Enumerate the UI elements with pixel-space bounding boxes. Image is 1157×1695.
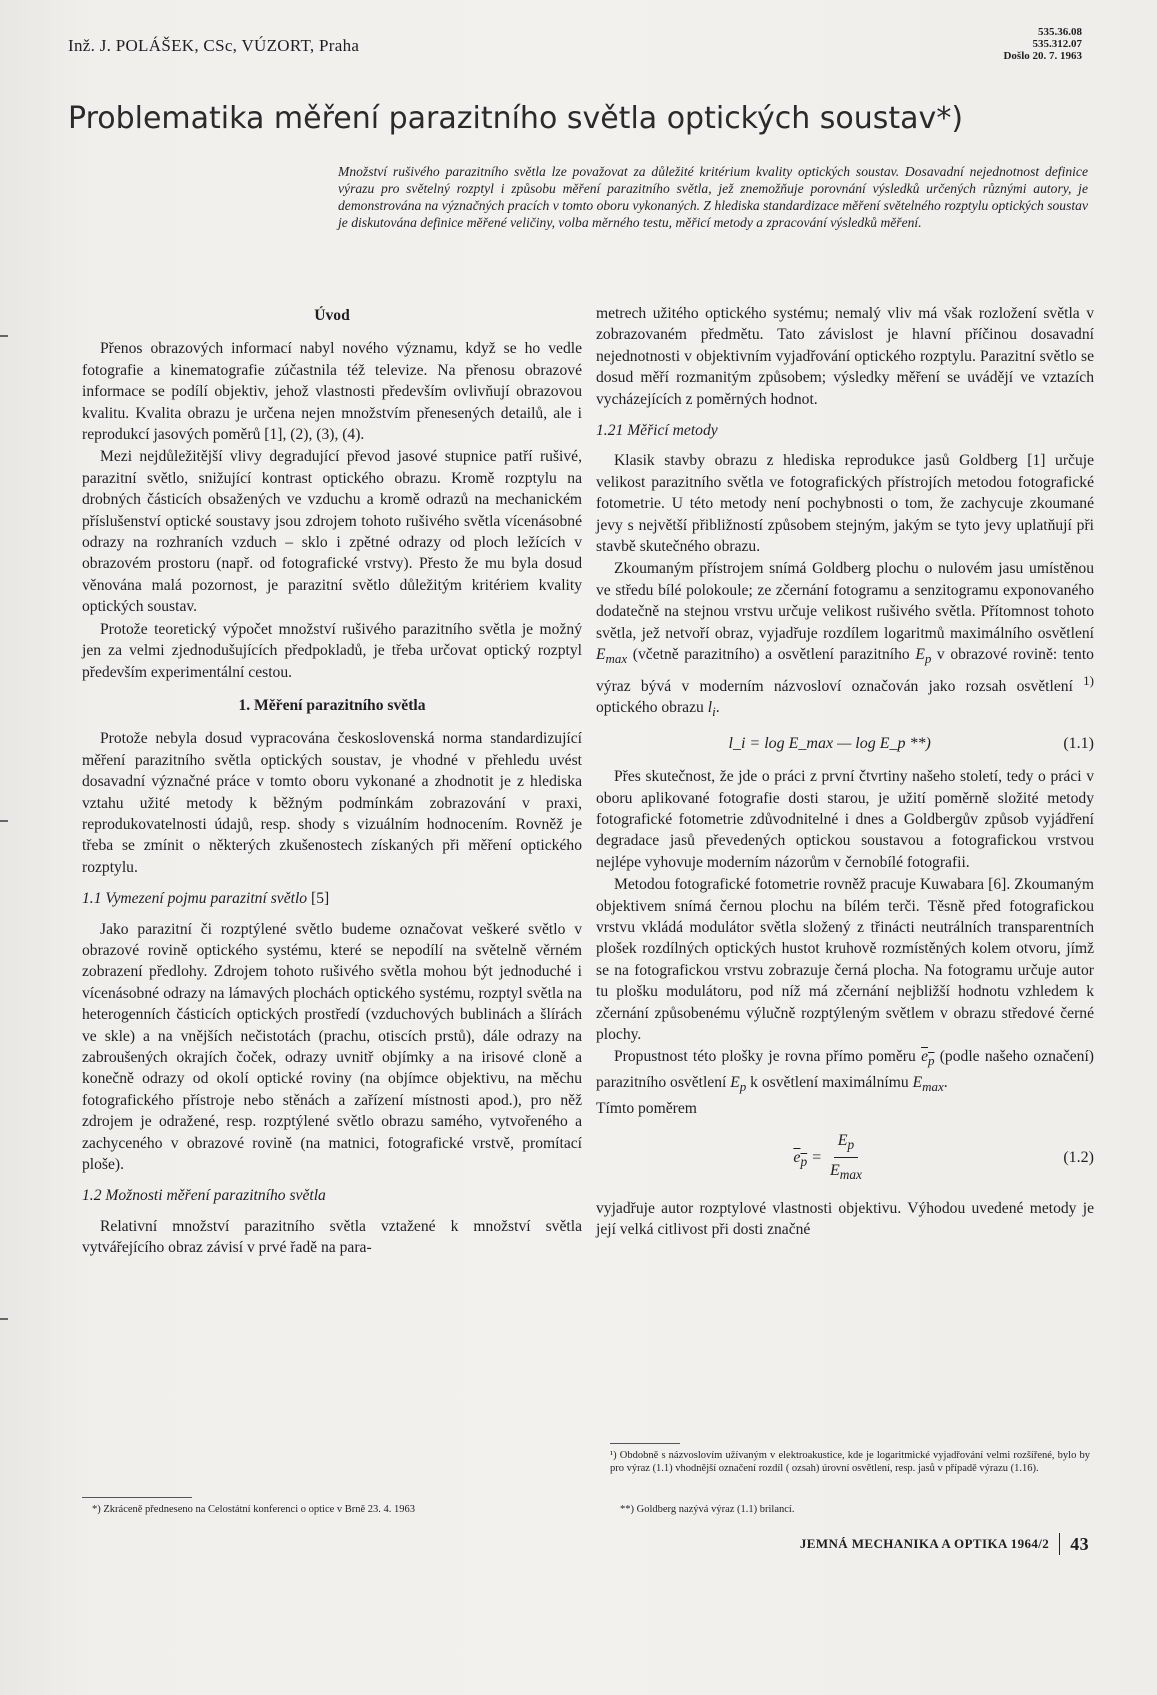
text-run: k osvětlení maximálnímu xyxy=(746,1073,913,1091)
symbol-letter: E xyxy=(837,1131,848,1149)
paragraph: Protože teoretický výpočet množství rušivého parazitního světla je možný jen za velmi zjednodušujících předpokladů, je třeba určovat optický rozptyl především experimentální cestou. xyxy=(82,620,582,681)
left-column xyxy=(82,303,582,1260)
equation-formula: $e_p$ = $\frac{E_p}{E_{max}}$ xyxy=(596,1130,1063,1186)
abstract: Množství rušivého parazitního světla lze považovat za důležité kritérium kvality optických soustav. Dosavadní nejednotnost definice výrazu pro světelný rozptyl i způsobu měření parazitního světla, jež znemožňuje porovnání výsledků určených různými autory, je demonstrována na význačných pracích v tomto oboru vykonaných. Z hlediska standardizace měření světelného rozptylu optických soustav je diskutována definice měřené veličiny, volba měrného testu, měřicí metody a zpracování výsledků měření. xyxy=(338,164,1088,230)
symbol-subscript: max xyxy=(605,651,628,667)
eq-lhs xyxy=(793,1148,808,1169)
eq-fraction xyxy=(826,1130,866,1186)
symbol-letter: E xyxy=(730,1073,740,1091)
symbol-subscript: p xyxy=(847,1137,855,1153)
section-1-21-heading: 1.21 Měřicí metody xyxy=(596,422,718,440)
scan-edge-mark xyxy=(0,335,8,337)
text-run: v obrazové rovině: tento výraz bývá v moderním názvosloví označován jako rozsah osvětlení xyxy=(596,646,1094,695)
symbol-ep xyxy=(730,1073,747,1095)
paragraph: Metodou fotografické fotometrie rovněž pracuje Kuwabara [6]. Zkoumaným objektivem snímá černou plochu na bílém terči. Těsně před fotografickou vrstvu vkládá modulátor světla složený z třinácti neutrálních transparentních plošek rozdílných optických hustot kruhově rozmístěných kolem otvoru, jímž se na fotografickou vrstvu zobrazuje černá plocha. Na fotogramu určuje autor tu plošku modulátoru, pod níž má zčernání nejbližší hodnotu vzhledem k zčernání způsobenému výlučně rozptýleným světlem v obrazu středové černé plochy. xyxy=(596,876,1094,1043)
footnote-1: ¹) Obdobně s názvoslovím užívaným v elektroakustice, kde je logaritmické vyjadřování velmi rozšířené, bylo by pro výraz (1.1) vhodnější označení rozdíl ( ozsah) úrovní osvětlení, resp. jasů v případě výrazu (1.16). xyxy=(610,1450,1090,1474)
right-column xyxy=(596,303,1094,1242)
paragraph: Tímto poměrem xyxy=(596,1100,697,1118)
symbol-emax xyxy=(912,1073,944,1095)
footnote-marker: 1) xyxy=(1083,672,1094,688)
equation-number: (1.1) xyxy=(1063,734,1094,752)
udc-code-2: 535.312.07 xyxy=(1032,38,1082,50)
text-run: . xyxy=(715,699,720,717)
footnote-left: *) Zkráceně předneseno na Celostátní konferenci o optice v Brně 23. 4. 1963 xyxy=(92,1504,416,1515)
received-date: Došlo 20. 7. 1963 xyxy=(1003,50,1082,62)
footnote-2: **) Goldberg nazývá výraz (1.1) brilancí. xyxy=(620,1504,795,1515)
author-line: Inž. J. POLÁŠEK, CSc, VÚZORT, Praha xyxy=(68,36,360,55)
section-1-1-heading xyxy=(82,888,582,909)
text-run: optického obrazu xyxy=(596,699,708,717)
text-run: (podle našeho označení) parazitního osvětlení xyxy=(596,1048,1094,1091)
symbol-letter: E xyxy=(829,1162,840,1180)
symbol-ep xyxy=(915,646,932,667)
symbol-emax xyxy=(596,646,628,667)
fraction-numerator xyxy=(834,1130,858,1159)
paragraph: vyjadřuje autor rozptylové vlastnosti objektivu. Výhodou uvedené metody je její velká citlivost při dosti značné xyxy=(596,1200,1094,1239)
footer-separator xyxy=(1059,1533,1060,1555)
symbol-letter: e xyxy=(921,1048,928,1066)
paragraph: Klasik stavby obrazu z hlediska reprodukce jasů Goldberg [1] určuje velikost parazitního světla ve fotografických přístrojích metodou fotografické fotometrie. U této metody není pochybnosti o tom, že zachycuje zkoumané jevy s největší přibližností způsobem stejným, jakým se tyto jevy uplatňují při stavbě skutečného obrazu. xyxy=(596,452,1094,556)
symbol-letter: l xyxy=(707,699,713,717)
scan-edge-mark xyxy=(0,820,8,822)
paragraph xyxy=(596,1046,1094,1097)
symbol-subscript: max xyxy=(922,1079,944,1095)
udc-code-1: 535.36.08 xyxy=(1038,26,1082,38)
symbol-subscript: p xyxy=(739,1079,747,1095)
symbol-letter: E xyxy=(915,646,925,664)
paragraph: Mezi nejdůležitější vlivy degradující převod jasové stupnice patří rušivé, parazitní světlo, snižující kontrast optického obrazu. Kromě rozptylu na drobných částicích obsažených ve vzduchu a kromě odrazů na mechanickém příslušenství optické soustavy jsou zdrojem tohoto rušivého světla vícenásobné odrazy na rozhraních vzduch – sklo i zpětné odrazy od ploch ležících v obrazovém prostoru (např. od fotografické vrstvy). Přesto že mu byla dosud věnována malá pozornost, je parazitní světlo důležitým kritériem kvality optických soustav. xyxy=(82,448,582,616)
footnote-rule xyxy=(610,1443,680,1444)
symbol-letter: E xyxy=(912,1073,923,1091)
text-run: Propustnost této plošky je rovna přímo poměru xyxy=(614,1048,922,1066)
scan-edge-mark xyxy=(0,1318,8,1320)
text-run: (včetně parazitního) a osvětlení parazitního xyxy=(627,646,916,664)
symbol-li xyxy=(707,699,716,720)
footnote-rule xyxy=(82,1497,192,1498)
symbol-subscript: p xyxy=(927,1053,935,1069)
section-1-heading: 1. Měření parazitního světla xyxy=(238,696,426,714)
classification-codes xyxy=(1003,26,1082,62)
symbol-subscript: max xyxy=(839,1167,862,1183)
equation-number: (1.2) xyxy=(1063,1149,1094,1167)
paragraph: Přes skutečnost, že jde o práci z první čtvrtiny našeho století, tedy o práci v oboru aplikované fotografie dosti starou, je užití poměrně složité metody fotografické fotometrie zdůvodnitelné i dnes a Goldbergův způsob vyjádření degradace jasů převedených optickou soustavou a fotografickou vrstvou nejlépe vyhovuje moderním názorům v černobílé fotografii. xyxy=(596,768,1094,871)
page-number: 43 xyxy=(1070,1533,1089,1554)
paragraph: Přenos obrazových informací nabyl nového významu, když se ho vedle fotografie a kinematografie zúčastnila též televize. Na přenosu obrazové informace se podílí objektiv, jehož vlastnosti především ovlivňují obrazovou kvalitu. Kvalita obrazu je určena nejen množstvím přenesených detailů, ale i reprodukcí jasových poměrů [1], (2), (3), (4). xyxy=(82,340,582,444)
paragraph: metrech užitého optického systému; nemalý vliv má však rozložení světla v zobrazovaném předmětu. Tato závislost je hlavní příčinou dosavadní nejednotnosti v objektivním vyjadřování optického rozptylu. Parazitní světlo se dosud měří rozmanitým způsobem; výsledky měření se uvádějí ve vztazích vycházejících z poměrných hodnot. xyxy=(596,305,1094,408)
symbol-subscript: p xyxy=(800,1153,808,1169)
text-run: . xyxy=(943,1073,948,1091)
equation-1-1 xyxy=(596,733,1094,754)
section-1-2-heading: 1.2 Možnosti měření parazitního světla xyxy=(82,1187,326,1205)
symbol-letter: e xyxy=(793,1148,801,1166)
section-1-1-title: 1.1 Vymezení pojmu parazitní světlo xyxy=(82,890,308,908)
symbol-letter: E xyxy=(596,646,606,664)
paragraph: Relativní množství parazitního světla vztažené k množství světla vytvářejícího obraz závisí v prvé řadě na para- xyxy=(82,1217,582,1257)
symbol-subscript: p xyxy=(924,651,932,667)
paragraph: Protože nebyla dosud vypracována československá norma standardizující měření parazitního světla optických soustav, je vhodné v přehledu uvést dosavadní význačné práce v tomto oboru vykonané a zhodnotit je z hlediska vztahu užité metody k běžným podmínkám zobrazování v praxi, reprodukovatelnosti údajů, resp. shody s vizuálním hodnocením. Rovněž je třeba se zmínit o některých zkušenostech získaných při měření optického rozptylu. xyxy=(82,730,582,876)
intro-heading: Úvod xyxy=(314,307,350,324)
text-run: Zkoumaným přístrojem snímá Goldberg plochu o nulovém jasu umístěnou ve středu bílé polokoule; ze zčernání fotogramu a senzitogramu exponovaného dodatečně na stejnou vrstvu určuje velikost rušivého světla. Přítomnost tohoto světla, jež netvoří obraz, vyjadřuje rozdílem logaritmů maximálního osvětlení xyxy=(596,560,1094,642)
equation-1-2 xyxy=(596,1130,1094,1186)
fraction-denominator xyxy=(826,1158,866,1186)
paragraph: Jako parazitní či rozptýlené světlo budeme označovat veškeré světlo v obrazové rovině optického systému, které se nepodílí na světelně věrném zobrazení předlohy. Zdrojem tohoto rušivého světla mohou být jednoduché i vícenásobné odrazy na lámavých plochách optického systému, rozptyl světla na heterogenních částicích optických prostředí (vzduchových bublinách a šlírách ve skle) a na vnějších nečistotách (prachu, otiscích prstů), dále odrazy na zabroušených okrajích čoček, odrazy uvnitř objímky a na irisové cloně a konečně odrazy od okolí optické roviny (na objímce objektivu, na měchu fotografického přístroje nebo stěnách a zařízení místnosti apod.), pro něž zdrojem je odražené, resp. rozptýlené světlo obrazu samého, vytvořeného a zachyceného v obrazové rovině (na matnici, fotografické vrstvě, promítací ploše). xyxy=(82,920,582,1174)
section-1-1-ref: [5] xyxy=(311,890,330,908)
article-title: Problematika měření parazitního světla optických soustav*) xyxy=(68,101,964,136)
equation-formula: l_i = log E_max — log E_p **) xyxy=(728,734,931,752)
journal-name: JEMNÁ MECHANIKA A OPTIKA 1964/2 xyxy=(799,1536,1050,1551)
symbol-subscript: i xyxy=(712,704,716,720)
page-footer xyxy=(800,1533,1089,1555)
paragraph xyxy=(596,558,1094,722)
symbol-ep-bar xyxy=(921,1048,935,1069)
